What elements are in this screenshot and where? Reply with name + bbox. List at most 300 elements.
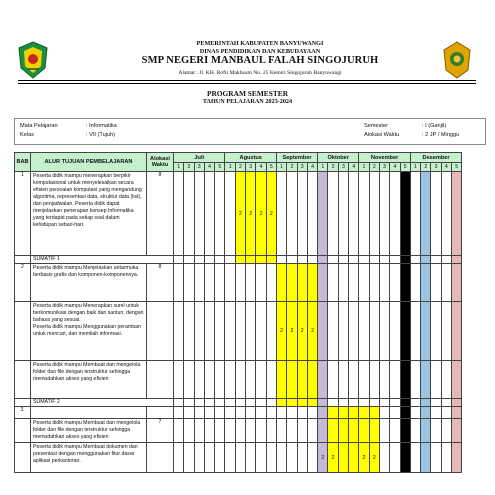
week-cell bbox=[225, 302, 235, 361]
week-cell bbox=[204, 407, 214, 419]
allocation-header: Alokasi Waktu bbox=[147, 153, 174, 172]
week-cell bbox=[297, 264, 307, 302]
bab-cell bbox=[15, 256, 31, 264]
week-number: 3 bbox=[297, 163, 307, 172]
goal-description: Peserta didik mampu Membuat dokumen dan presentasi dengan menggunakan fitur dasar aplikasi perkantoran. bbox=[31, 443, 147, 473]
week-cell bbox=[369, 172, 379, 256]
week-number: 5 bbox=[266, 163, 276, 172]
week-cell bbox=[266, 256, 276, 264]
week-cell bbox=[204, 399, 214, 407]
week-number: 2 bbox=[421, 163, 431, 172]
week-cell bbox=[266, 302, 276, 361]
week-number: 3 bbox=[246, 163, 256, 172]
month-header: November bbox=[359, 153, 410, 163]
week-cell bbox=[276, 361, 286, 399]
week-cell bbox=[246, 443, 256, 473]
goal-description: Peserta didik mampu Menerapkan surel untuk berkomunikasi dengan baik dan santun, dengan bahasa yang sesuai. Peserta didik mampu Menggunakan peramban untuk mencari, dan memilah informasi. bbox=[31, 302, 147, 361]
week-number: 4 bbox=[390, 163, 400, 172]
week-cell bbox=[287, 407, 297, 419]
week-cell bbox=[359, 264, 369, 302]
bab-header: BAB bbox=[15, 153, 31, 172]
week-cell bbox=[174, 419, 184, 443]
month-header: Agustus bbox=[225, 153, 276, 163]
week-cell bbox=[266, 399, 276, 407]
week-cell bbox=[441, 443, 451, 473]
week-cell bbox=[390, 361, 400, 399]
week-cell bbox=[338, 302, 348, 361]
week-cell bbox=[194, 419, 204, 443]
week-number: 1 bbox=[359, 163, 369, 172]
week-cell bbox=[421, 443, 431, 473]
document-title: PROGRAM SEMESTER bbox=[206, 89, 289, 98]
week-cell bbox=[328, 256, 338, 264]
week-cell bbox=[318, 419, 328, 443]
week-cell bbox=[338, 443, 348, 473]
table-row bbox=[15, 443, 462, 473]
week-cell bbox=[184, 361, 194, 399]
week-cell bbox=[359, 172, 369, 256]
week-cell bbox=[297, 407, 307, 419]
week-cell bbox=[431, 302, 441, 361]
week-cell bbox=[246, 361, 256, 399]
week-cell bbox=[256, 443, 266, 473]
week-cell bbox=[349, 256, 359, 264]
week-cell bbox=[390, 407, 400, 419]
header-rule-thin bbox=[18, 83, 476, 84]
week-cell bbox=[452, 443, 462, 473]
goal-header: ALUR TUJUAN PEMBELAJARAN bbox=[31, 153, 147, 172]
week-cell bbox=[338, 399, 348, 407]
week-cell bbox=[225, 443, 235, 473]
week-cell: 2 bbox=[297, 302, 307, 361]
week-cell: 2 bbox=[256, 172, 266, 256]
week-cell bbox=[349, 361, 359, 399]
week-cell bbox=[204, 302, 214, 361]
week-cell bbox=[307, 443, 317, 473]
week-cell bbox=[452, 302, 462, 361]
week-cell bbox=[400, 407, 410, 419]
school-address: Alamat : Jl. KH. Rofii Makhsum No. 25 Kemiri Singojuruh Banyuwangi bbox=[178, 70, 342, 76]
month-header: Desember bbox=[410, 153, 461, 163]
week-cell bbox=[276, 407, 286, 419]
week-cell bbox=[452, 256, 462, 264]
week-cell bbox=[307, 361, 317, 399]
bab-cell: 1 bbox=[15, 172, 31, 256]
meta-box bbox=[14, 118, 486, 145]
week-cell bbox=[184, 256, 194, 264]
week-cell bbox=[441, 256, 451, 264]
week-cell bbox=[349, 419, 359, 443]
week-cell bbox=[338, 407, 348, 419]
week-cell bbox=[431, 256, 441, 264]
week-cell bbox=[349, 399, 359, 407]
week-cell: 2 bbox=[276, 302, 286, 361]
week-cell bbox=[328, 264, 338, 302]
week-cell bbox=[400, 361, 410, 399]
week-cell bbox=[441, 419, 451, 443]
week-cell bbox=[359, 419, 369, 443]
header-line-2: DINAS PENDIDIKAN DAN KEBUDAYAAN bbox=[199, 48, 321, 55]
subject-label: Mata Pelajaran bbox=[20, 123, 58, 129]
semester-value: : I (Ganjil) bbox=[422, 123, 447, 129]
week-cell bbox=[297, 443, 307, 473]
week-number: 5 bbox=[215, 163, 225, 172]
week-cell bbox=[307, 264, 317, 302]
week-cell bbox=[256, 399, 266, 407]
week-cell bbox=[246, 264, 256, 302]
week-cell bbox=[287, 361, 297, 399]
week-cell bbox=[379, 256, 389, 264]
week-cell bbox=[184, 172, 194, 256]
week-cell bbox=[338, 361, 348, 399]
table-row bbox=[15, 172, 462, 256]
week-cell bbox=[379, 399, 389, 407]
week-cell bbox=[379, 407, 389, 419]
week-cell bbox=[246, 302, 256, 361]
week-cell bbox=[204, 172, 214, 256]
week-cell bbox=[215, 172, 225, 256]
week-cell bbox=[400, 419, 410, 443]
table-row bbox=[15, 264, 462, 302]
allocation-cell bbox=[147, 361, 174, 399]
week-cell bbox=[174, 361, 184, 399]
week-cell bbox=[194, 407, 204, 419]
time-allocation-label: Alokasi Waktu bbox=[364, 132, 400, 138]
week-cell bbox=[431, 443, 441, 473]
week-cell bbox=[452, 172, 462, 256]
week-cell bbox=[338, 264, 348, 302]
week-cell bbox=[184, 264, 194, 302]
week-cell: 2 bbox=[287, 302, 297, 361]
week-cell bbox=[297, 399, 307, 407]
week-cell bbox=[287, 172, 297, 256]
week-cell bbox=[297, 256, 307, 264]
week-cell bbox=[225, 172, 235, 256]
bab-cell: 2 bbox=[15, 264, 31, 302]
week-cell bbox=[204, 256, 214, 264]
week-cell bbox=[431, 419, 441, 443]
week-number: 4 bbox=[349, 163, 359, 172]
week-cell bbox=[256, 264, 266, 302]
week-cell bbox=[235, 264, 245, 302]
letterhead bbox=[0, 0, 495, 92]
allocation-cell: 8 bbox=[147, 264, 174, 302]
week-cell bbox=[184, 419, 194, 443]
week-number: 1 bbox=[410, 163, 420, 172]
week-cell bbox=[338, 172, 348, 256]
week-number: 3 bbox=[431, 163, 441, 172]
week-cell bbox=[204, 264, 214, 302]
week-cell bbox=[349, 443, 359, 473]
week-number: 2 bbox=[328, 163, 338, 172]
week-cell bbox=[431, 399, 441, 407]
week-cell bbox=[194, 172, 204, 256]
week-cell bbox=[390, 172, 400, 256]
week-cell bbox=[225, 264, 235, 302]
week-cell bbox=[328, 419, 338, 443]
week-cell bbox=[379, 361, 389, 399]
allocation-cell: 8 bbox=[147, 172, 174, 256]
goal-description: Peserta didik mampu Menjelaskan antarmuka berbasis grafis dan komponen-komponennya. bbox=[31, 264, 147, 302]
week-cell bbox=[421, 407, 431, 419]
week-cell bbox=[359, 361, 369, 399]
week-cell bbox=[369, 264, 379, 302]
week-cell bbox=[328, 407, 338, 419]
week-cell bbox=[215, 256, 225, 264]
week-cell bbox=[215, 443, 225, 473]
week-number: 1 bbox=[276, 163, 286, 172]
summative-label: SUMATIF 2 bbox=[31, 399, 174, 407]
month-header: Oktober bbox=[318, 153, 359, 163]
week-cell bbox=[235, 443, 245, 473]
week-cell bbox=[318, 361, 328, 399]
week-number: 2 bbox=[235, 163, 245, 172]
week-cell bbox=[410, 407, 420, 419]
week-cell: 2 bbox=[359, 443, 369, 473]
week-cell bbox=[421, 399, 431, 407]
goal-description: Peserta didik mampu menerapkan berpikir komputasional untuk menyelesaikan secara efisien persoalan komputasi yang mengandung algoritma, representasi data, struktur data (list), dan penjadwalan. Peserta didik dapat menjelaskan penerapan konsep Informatika yang terdapat pada setiap soal dalam kehidupan sebari-hari. bbox=[31, 172, 147, 256]
week-cell bbox=[390, 443, 400, 473]
week-cell bbox=[194, 264, 204, 302]
week-cell bbox=[400, 302, 410, 361]
week-cell bbox=[400, 256, 410, 264]
week-cell bbox=[379, 302, 389, 361]
week-cell bbox=[390, 399, 400, 407]
week-cell bbox=[235, 361, 245, 399]
week-cell bbox=[256, 302, 266, 361]
week-cell bbox=[410, 264, 420, 302]
week-cell bbox=[225, 361, 235, 399]
allocation-cell bbox=[147, 443, 174, 473]
week-cell bbox=[431, 172, 441, 256]
week-cell bbox=[174, 302, 184, 361]
week-cell bbox=[452, 407, 462, 419]
week-cell: 2 bbox=[246, 172, 256, 256]
allocation-cell bbox=[147, 302, 174, 361]
month-header: Juli bbox=[174, 153, 225, 163]
regency-emblem-icon bbox=[16, 40, 50, 80]
week-cell bbox=[194, 361, 204, 399]
week-cell bbox=[421, 172, 431, 256]
week-cell bbox=[318, 399, 328, 407]
week-cell bbox=[225, 419, 235, 443]
week-cell bbox=[369, 407, 379, 419]
week-number: 2 bbox=[369, 163, 379, 172]
week-cell bbox=[174, 256, 184, 264]
summative-row bbox=[15, 399, 462, 407]
week-number: 1 bbox=[174, 163, 184, 172]
header-rule bbox=[18, 80, 476, 81]
week-cell bbox=[246, 256, 256, 264]
week-cell bbox=[369, 419, 379, 443]
week-cell bbox=[256, 256, 266, 264]
week-cell bbox=[379, 264, 389, 302]
week-cell bbox=[184, 407, 194, 419]
week-cell bbox=[359, 256, 369, 264]
allocation-cell: 7 bbox=[147, 419, 174, 443]
week-cell bbox=[328, 172, 338, 256]
week-cell bbox=[328, 399, 338, 407]
week-cell bbox=[266, 361, 276, 399]
week-number: 5 bbox=[452, 163, 462, 172]
week-cell bbox=[287, 264, 297, 302]
week-cell bbox=[410, 443, 420, 473]
bab-cell bbox=[15, 399, 31, 407]
week-cell bbox=[410, 172, 420, 256]
week-cell bbox=[410, 302, 420, 361]
week-cell bbox=[225, 407, 235, 419]
week-cell bbox=[297, 419, 307, 443]
week-cell: 2 bbox=[318, 443, 328, 473]
table-row bbox=[15, 361, 462, 399]
week-cell bbox=[204, 443, 214, 473]
week-cell bbox=[400, 172, 410, 256]
goal-description: Peserta didik mampu Membuat dan mengelola folder dan file dengan terstruktur sehingga memudahkan akses yang efisien bbox=[31, 361, 147, 399]
summative-label: SUMATIF 1 bbox=[31, 256, 174, 264]
week-cell bbox=[225, 256, 235, 264]
week-cell bbox=[174, 399, 184, 407]
week-cell bbox=[194, 443, 204, 473]
week-cell: 2 bbox=[307, 302, 317, 361]
bab-cell bbox=[15, 443, 31, 473]
week-cell bbox=[287, 256, 297, 264]
week-cell bbox=[235, 407, 245, 419]
week-cell bbox=[266, 407, 276, 419]
week-cell bbox=[441, 407, 451, 419]
week-cell bbox=[246, 399, 256, 407]
table-row bbox=[15, 419, 462, 443]
week-cell bbox=[390, 419, 400, 443]
week-cell bbox=[266, 264, 276, 302]
week-cell bbox=[359, 399, 369, 407]
week-cell bbox=[297, 361, 307, 399]
week-cell bbox=[349, 264, 359, 302]
week-cell bbox=[194, 256, 204, 264]
bab-cell: 3. bbox=[15, 407, 31, 419]
week-cell bbox=[204, 361, 214, 399]
week-cell bbox=[266, 419, 276, 443]
week-cell bbox=[174, 443, 184, 473]
week-cell bbox=[369, 256, 379, 264]
week-cell bbox=[276, 399, 286, 407]
week-cell bbox=[400, 264, 410, 302]
week-cell bbox=[390, 302, 400, 361]
school-name: SMP NEGERI MANBAUL FALAH SINGOJURUH bbox=[141, 55, 379, 66]
week-cell bbox=[328, 361, 338, 399]
ministry-seal-icon bbox=[442, 40, 472, 80]
bab-cell bbox=[15, 419, 31, 443]
week-cell bbox=[441, 399, 451, 407]
week-cell bbox=[349, 407, 359, 419]
week-cell bbox=[318, 172, 328, 256]
week-number: 4 bbox=[307, 163, 317, 172]
week-cell bbox=[441, 361, 451, 399]
week-cell bbox=[235, 399, 245, 407]
week-cell bbox=[225, 399, 235, 407]
week-cell bbox=[256, 407, 266, 419]
week-cell bbox=[379, 172, 389, 256]
week-cell: 2 bbox=[369, 443, 379, 473]
week-cell bbox=[307, 407, 317, 419]
week-cell bbox=[431, 361, 441, 399]
week-cell bbox=[421, 361, 431, 399]
week-cell bbox=[184, 443, 194, 473]
week-cell bbox=[297, 172, 307, 256]
week-number: 3 bbox=[338, 163, 348, 172]
week-cell bbox=[328, 302, 338, 361]
table-row bbox=[15, 302, 462, 361]
week-cell bbox=[256, 419, 266, 443]
semester-label: Semester bbox=[364, 123, 388, 129]
subject-value: : Informatika bbox=[86, 123, 117, 129]
week-cell bbox=[318, 264, 328, 302]
week-cell bbox=[421, 264, 431, 302]
week-cell bbox=[256, 361, 266, 399]
week-cell bbox=[400, 443, 410, 473]
week-number: 3 bbox=[379, 163, 389, 172]
bab-cell bbox=[15, 361, 31, 399]
week-cell bbox=[276, 419, 286, 443]
week-cell bbox=[215, 407, 225, 419]
week-cell bbox=[421, 302, 431, 361]
summative-row bbox=[15, 256, 462, 264]
week-cell bbox=[441, 302, 451, 361]
class-label: Kelas bbox=[20, 132, 34, 138]
week-cell bbox=[307, 399, 317, 407]
week-number: 4 bbox=[204, 163, 214, 172]
week-cell bbox=[215, 399, 225, 407]
week-cell bbox=[276, 256, 286, 264]
week-cell bbox=[431, 407, 441, 419]
week-cell bbox=[318, 302, 328, 361]
week-cell bbox=[235, 302, 245, 361]
week-cell bbox=[184, 399, 194, 407]
week-cell bbox=[307, 256, 317, 264]
document-subtitle: TAHUN PELAJARAN 2023-2024 bbox=[202, 98, 293, 105]
week-number: 3 bbox=[194, 163, 204, 172]
week-cell bbox=[184, 302, 194, 361]
week-cell bbox=[215, 361, 225, 399]
week-cell bbox=[215, 302, 225, 361]
week-cell bbox=[287, 399, 297, 407]
week-cell bbox=[441, 264, 451, 302]
week-number: 4 bbox=[441, 163, 451, 172]
week-cell bbox=[400, 399, 410, 407]
week-cell bbox=[235, 419, 245, 443]
week-cell bbox=[276, 264, 286, 302]
week-cell bbox=[421, 256, 431, 264]
week-cell bbox=[194, 302, 204, 361]
week-cell bbox=[307, 172, 317, 256]
week-cell: 2 bbox=[266, 172, 276, 256]
week-cell bbox=[318, 407, 328, 419]
time-allocation-value: : 2 JP / Minggu bbox=[422, 132, 460, 138]
week-cell bbox=[174, 407, 184, 419]
week-number: 2 bbox=[287, 163, 297, 172]
week-cell bbox=[452, 399, 462, 407]
week-cell bbox=[194, 399, 204, 407]
week-number: 1 bbox=[318, 163, 328, 172]
week-cell bbox=[349, 172, 359, 256]
bab-cell bbox=[15, 302, 31, 361]
week-cell bbox=[338, 419, 348, 443]
week-cell bbox=[410, 256, 420, 264]
week-cell bbox=[276, 172, 286, 256]
week-cell bbox=[410, 419, 420, 443]
week-cell bbox=[410, 361, 420, 399]
week-number: 1 bbox=[225, 163, 235, 172]
week-cell bbox=[204, 419, 214, 443]
